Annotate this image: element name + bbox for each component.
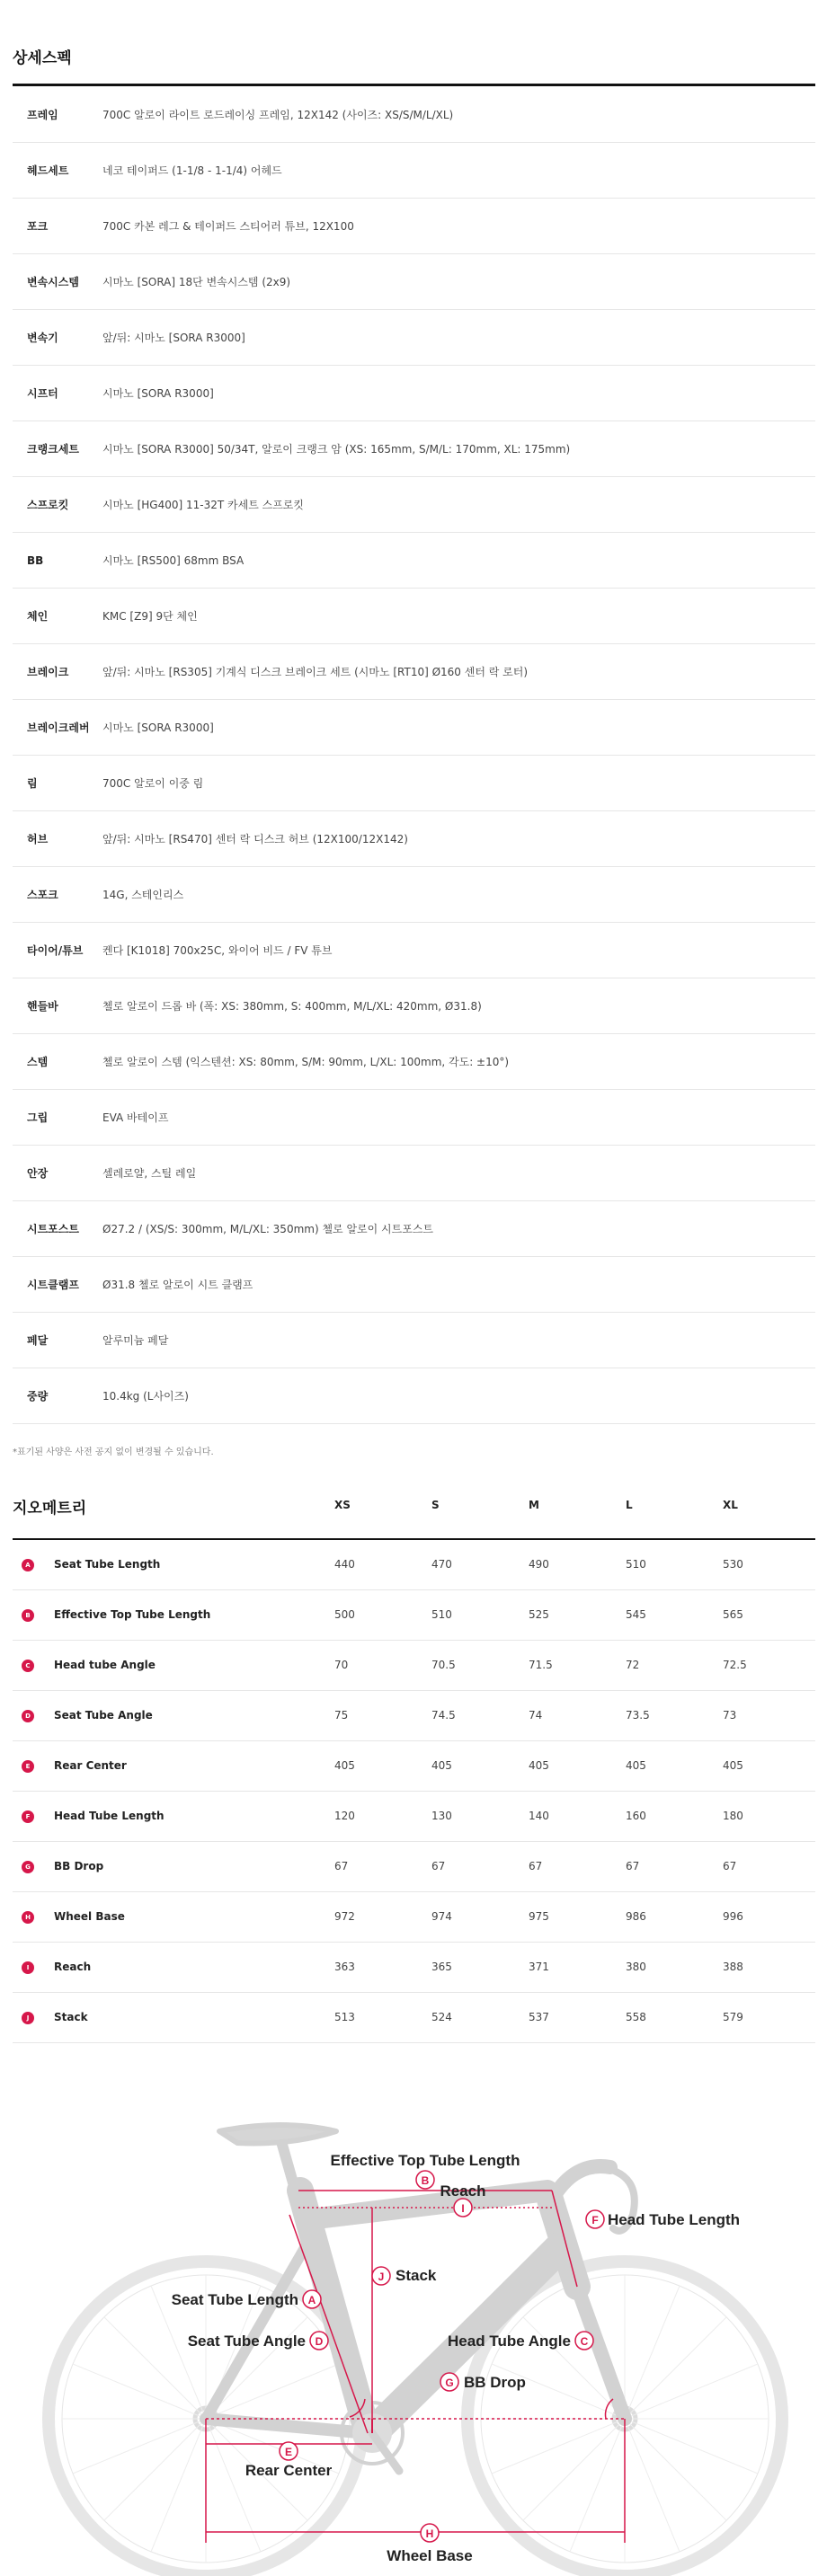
geometry-letter-badge: A — [22, 1559, 34, 1571]
geometry-value-cell: 986 — [626, 1910, 646, 1923]
geometry-row — [13, 1590, 815, 1641]
geometry-value-cell: 579 — [723, 2011, 743, 2023]
spec-row-value: KMC [Z9] 9단 체인 — [102, 610, 198, 623]
geometry-row — [13, 1943, 815, 1993]
svg-text:G: G — [445, 2377, 454, 2389]
spec-row-label: 핸들바 — [27, 1000, 58, 1013]
geometry-size-header: L — [626, 1499, 633, 1511]
geometry-value-cell: 365 — [431, 1961, 452, 1973]
spec-row-label: 시프터 — [27, 387, 58, 400]
spec-row-label: 브레이크레버 — [27, 721, 90, 734]
spec-row — [13, 143, 815, 199]
spec-row — [13, 477, 815, 533]
spec-row-value: 알루미늄 페달 — [102, 1334, 169, 1347]
spec-row-value: 14G, 스테인리스 — [102, 889, 184, 901]
spec-row-value: 켄다 [K1018] 700x25C, 와이어 비드 / FV 튜브 — [102, 944, 333, 957]
spec-row-value: 시마노 [SORA R3000] — [102, 721, 214, 734]
geometry-measure-name: Head Tube Length — [54, 1810, 165, 1822]
geometry-value-cell: 67 — [626, 1860, 640, 1872]
spec-row-value: 앞/뒤: 시마노 [RS305] 기계식 디스크 브레이크 세트 (시마노 [RT10] Ø160 센터 락 로터) — [102, 666, 529, 678]
spec-row-label: 허브 — [27, 833, 49, 845]
marker-a — [303, 2290, 321, 2308]
geometry-value-cell: 558 — [626, 2011, 646, 2023]
spec-row-value: 첼로 알로이 스템 (익스텐션: XS: 80mm, S/M: 90mm, L/XL: 100mm, 각도: ±10°) — [102, 1056, 510, 1068]
spec-row-label: 헤드세트 — [27, 164, 69, 177]
geometry-value-cell: 74.5 — [431, 1709, 456, 1722]
geometry-value-cell: 405 — [334, 1759, 355, 1772]
spec-row-value: 700C 카본 레그 & 테이퍼드 스티어러 튜브, 12X100 — [102, 220, 354, 233]
geometry-value-cell: 140 — [529, 1810, 549, 1822]
spec-row-label: 크랭크세트 — [27, 443, 79, 456]
spec-row-label: 체인 — [27, 610, 49, 623]
geometry-value-cell: 537 — [529, 2011, 549, 2023]
spec-row — [13, 87, 815, 143]
label-seat-tube-length: Seat Tube Length — [171, 2291, 298, 2308]
spec-row — [13, 589, 815, 644]
geometry-value-cell: 974 — [431, 1910, 452, 1923]
spec-row — [13, 421, 815, 477]
geometry-row — [13, 1641, 815, 1691]
spec-row-label: 중량 — [27, 1390, 49, 1403]
spec-row-value: 시마노 [SORA R3000] 50/34T, 알로이 크랭크 암 (XS: 165mm, S/M/L: 170mm, XL: 175mm) — [102, 443, 571, 456]
geometry-row — [13, 1792, 815, 1842]
geometry-letter-badge: B — [22, 1609, 34, 1622]
spec-row-label: 변속기 — [27, 332, 58, 344]
geometry-value-cell: 530 — [723, 1558, 743, 1571]
spec-row-value: 셀레로얄, 스틸 레일 — [102, 1167, 197, 1180]
spec-row-value: 앞/뒤: 시마노 [SORA R3000] — [102, 332, 245, 344]
spec-row-label: 변속시스템 — [27, 276, 79, 288]
geometry-row — [13, 1892, 815, 1943]
label-bb-drop: BB Drop — [464, 2374, 526, 2391]
label-reach: Reach — [440, 2182, 486, 2200]
svg-text:F: F — [591, 2214, 599, 2226]
spec-row-value: 첼로 알로이 드롭 바 (폭: XS: 380mm, S: 400mm, M/L/XL: 420mm, Ø31.8) — [102, 1000, 482, 1013]
spec-title-divider — [13, 84, 815, 86]
spec-row-label: 브레이크 — [27, 666, 69, 678]
spec-row-value: 시마노 [HG400] 11-32T 카세트 스프로킷 — [102, 499, 304, 511]
spec-row — [13, 756, 815, 811]
svg-text:B: B — [421, 2174, 430, 2187]
geometry-value-cell: 67 — [529, 1860, 543, 1872]
geometry-size-header: XS — [334, 1499, 351, 1511]
geometry-value-cell: 363 — [334, 1961, 355, 1973]
geometry-value-cell: 130 — [431, 1810, 452, 1822]
geometry-size-header: M — [529, 1499, 539, 1511]
label-stack: Stack — [396, 2267, 437, 2284]
spec-row — [13, 1368, 815, 1424]
geometry-row — [13, 1993, 815, 2043]
geometry-value-cell: 72.5 — [723, 1659, 747, 1671]
geometry-value-cell: 180 — [723, 1810, 743, 1822]
geometry-value-cell: 972 — [334, 1910, 355, 1923]
geometry-row — [13, 1741, 815, 1792]
spec-disclaimer-note: *표기된 사양은 사전 공지 없이 변경될 수 있습니다. — [13, 1447, 214, 1457]
spec-row-label: 그립 — [27, 1111, 49, 1124]
geometry-value-cell: 74 — [529, 1709, 543, 1722]
geometry-value-cell: 71.5 — [529, 1659, 553, 1671]
geometry-letter-badge: I — [22, 1961, 34, 1974]
spec-row-value: 700C 알로이 이중 림 — [102, 777, 204, 790]
spec-row — [13, 254, 815, 310]
geometry-letter-badge: G — [22, 1861, 34, 1873]
spec-row-value: Ø31.8 첼로 알로이 시트 클램프 — [102, 1279, 253, 1291]
marker-h — [421, 2524, 439, 2542]
spec-row-value: 시마노 [SORA R3000] — [102, 387, 214, 400]
geometry-measure-name: Reach — [54, 1961, 92, 1973]
spec-row-label: 스포크 — [27, 889, 58, 901]
geometry-value-cell: 405 — [529, 1759, 549, 1772]
geometry-value-cell: 996 — [723, 1910, 743, 1923]
geometry-value-cell: 405 — [626, 1759, 646, 1772]
geometry-value-cell: 70.5 — [431, 1659, 456, 1671]
spec-row — [13, 978, 815, 1034]
geometry-value-cell: 388 — [723, 1961, 743, 1973]
geometry-value-cell: 500 — [334, 1608, 355, 1621]
marker-b — [416, 2171, 434, 2189]
spec-row-value: 앞/뒤: 시마노 [RS470] 센터 락 디스크 허브 (12X100/12X142) — [102, 833, 408, 845]
wheel-spokes — [62, 2275, 769, 2563]
geometry-value-cell: 405 — [723, 1759, 743, 1772]
spec-row — [13, 1090, 815, 1146]
geometry-value-cell: 513 — [334, 2011, 355, 2023]
svg-text:D: D — [315, 2335, 324, 2348]
geometry-measure-name: Wheel Base — [54, 1910, 125, 1923]
spec-row — [13, 1034, 815, 1090]
spec-row-value: 시마노 [SORA] 18단 변속시스템 (2x9) — [102, 276, 291, 288]
spec-row-value: Ø27.2 / (XS/S: 300mm, M/L/XL: 350mm) 첼로 알로이 시트포스트 — [102, 1223, 434, 1235]
spec-row-label: 스템 — [27, 1056, 49, 1068]
label-effective-top-tube: Effective Top Tube Length — [330, 2152, 520, 2169]
geometry-value-cell: 73.5 — [626, 1709, 650, 1722]
spec-row — [13, 867, 815, 923]
spec-row — [13, 1146, 815, 1201]
spec-row-label: 프레임 — [27, 109, 58, 121]
geometry-letter-badge: D — [22, 1710, 34, 1722]
svg-text:I: I — [461, 2202, 465, 2215]
geometry-measure-name: Stack — [54, 2011, 88, 2023]
geometry-measure-name: Head tube Angle — [54, 1659, 156, 1671]
svg-text:C: C — [580, 2335, 589, 2348]
geometry-value-cell: 73 — [723, 1709, 737, 1722]
geometry-value-cell: 524 — [431, 2011, 452, 2023]
geometry-value-cell: 380 — [626, 1961, 646, 1973]
geometry-size-header: S — [431, 1499, 440, 1511]
geometry-value-cell: 67 — [334, 1860, 349, 1872]
label-rear-center: Rear Center — [245, 2462, 333, 2479]
geometry-measure-name: Effective Top Tube Length — [54, 1608, 211, 1621]
label-head-tube-length: Head Tube Length — [608, 2211, 741, 2228]
spec-row-value: 네코 테이퍼드 (1-1/8 - 1-1/4) 어헤드 — [102, 164, 282, 177]
spec-row — [13, 1313, 815, 1368]
geometry-value-cell: 545 — [626, 1608, 646, 1621]
geometry-value-cell: 510 — [626, 1558, 646, 1571]
geometry-value-cell: 405 — [431, 1759, 452, 1772]
spec-row-label: 페달 — [27, 1334, 49, 1347]
svg-text:J: J — [378, 2271, 385, 2283]
marker-c — [575, 2332, 593, 2350]
spec-row — [13, 533, 815, 589]
geometry-measure-name: Seat Tube Angle — [54, 1709, 153, 1722]
marker-e — [280, 2442, 298, 2460]
spec-row — [13, 1257, 815, 1313]
geometry-letter-badge: C — [22, 1660, 34, 1672]
bike-geometry-diagram — [13, 2094, 815, 2576]
marker-g — [440, 2373, 458, 2391]
geometry-value-cell: 67 — [431, 1860, 446, 1872]
geometry-measure-name: Seat Tube Length — [54, 1558, 161, 1571]
spec-row — [13, 700, 815, 756]
spec-row — [13, 366, 815, 421]
geometry-value-cell: 75 — [334, 1709, 349, 1722]
spec-row-value: 700C 알로이 라이트 로드레이싱 프레임, 12X142 (사이즈: XS/S/M/L/XL) — [102, 109, 454, 121]
marker-f — [586, 2210, 604, 2228]
svg-text:H: H — [425, 2527, 434, 2540]
geometry-value-cell: 525 — [529, 1608, 549, 1621]
label-head-tube-angle: Head Tube Angle — [448, 2333, 571, 2350]
spec-row-label: BB — [27, 553, 44, 567]
geometry-letter-badge: E — [22, 1760, 34, 1773]
geometry-value-cell: 470 — [431, 1558, 452, 1571]
geometry-row — [13, 1842, 815, 1892]
marker-d — [310, 2332, 328, 2350]
spec-row-label: 타이어/튜브 — [27, 944, 84, 957]
geometry-letter-badge: F — [22, 1810, 34, 1823]
spec-row-value: 시마노 [RS500] 68mm BSA — [102, 554, 245, 567]
geometry-letter-badge: J — [22, 2012, 34, 2024]
spec-row-label: 안장 — [27, 1167, 49, 1180]
spec-row-label: 시트클램프 — [27, 1279, 79, 1291]
svg-text:E: E — [284, 2446, 293, 2458]
spec-row — [13, 310, 815, 366]
geometry-row — [13, 1691, 815, 1741]
geometry-value-cell: 371 — [529, 1961, 549, 1973]
geometry-measure-name: Rear Center — [54, 1759, 127, 1772]
geometry-value-cell: 67 — [723, 1860, 737, 1872]
spec-row-label: 림 — [27, 777, 38, 790]
geometry-value-cell: 510 — [431, 1608, 452, 1621]
spec-row — [13, 644, 815, 700]
marker-j — [372, 2267, 390, 2285]
marker-i — [454, 2199, 472, 2217]
label-seat-tube-angle: Seat Tube Angle — [187, 2333, 306, 2350]
geometry-section-title: 지오메트리 — [13, 1500, 87, 1518]
spec-row-value: EVA 바테이프 — [102, 1111, 169, 1124]
spec-row-value: 10.4kg (L사이즈) — [102, 1390, 189, 1403]
spec-row — [13, 1201, 815, 1257]
geometry-measure-name: BB Drop — [54, 1860, 104, 1872]
spec-section-title: 상세스펙 — [13, 49, 72, 67]
geometry-size-header: XL — [723, 1499, 738, 1511]
geometry-letter-badge: H — [22, 1911, 34, 1924]
geometry-row — [13, 1540, 815, 1590]
geometry-value-cell: 70 — [334, 1659, 349, 1671]
label-wheel-base: Wheel Base — [387, 2547, 473, 2564]
spec-row — [13, 199, 815, 254]
geometry-value-cell: 975 — [529, 1910, 549, 1923]
geometry-value-cell: 565 — [723, 1608, 743, 1621]
spec-row — [13, 811, 815, 867]
spec-row-label: 포크 — [27, 220, 49, 233]
geometry-value-cell: 490 — [529, 1558, 549, 1571]
geometry-value-cell: 120 — [334, 1810, 355, 1822]
geometry-value-cell: 440 — [334, 1558, 355, 1571]
spec-row-label: 스프로킷 — [27, 499, 69, 511]
geometry-value-cell: 160 — [626, 1810, 646, 1822]
geometry-value-cell: 72 — [626, 1659, 640, 1671]
svg-text:A: A — [307, 2294, 316, 2306]
spec-row-label: 시트포스트 — [27, 1223, 79, 1235]
spec-row — [13, 923, 815, 978]
